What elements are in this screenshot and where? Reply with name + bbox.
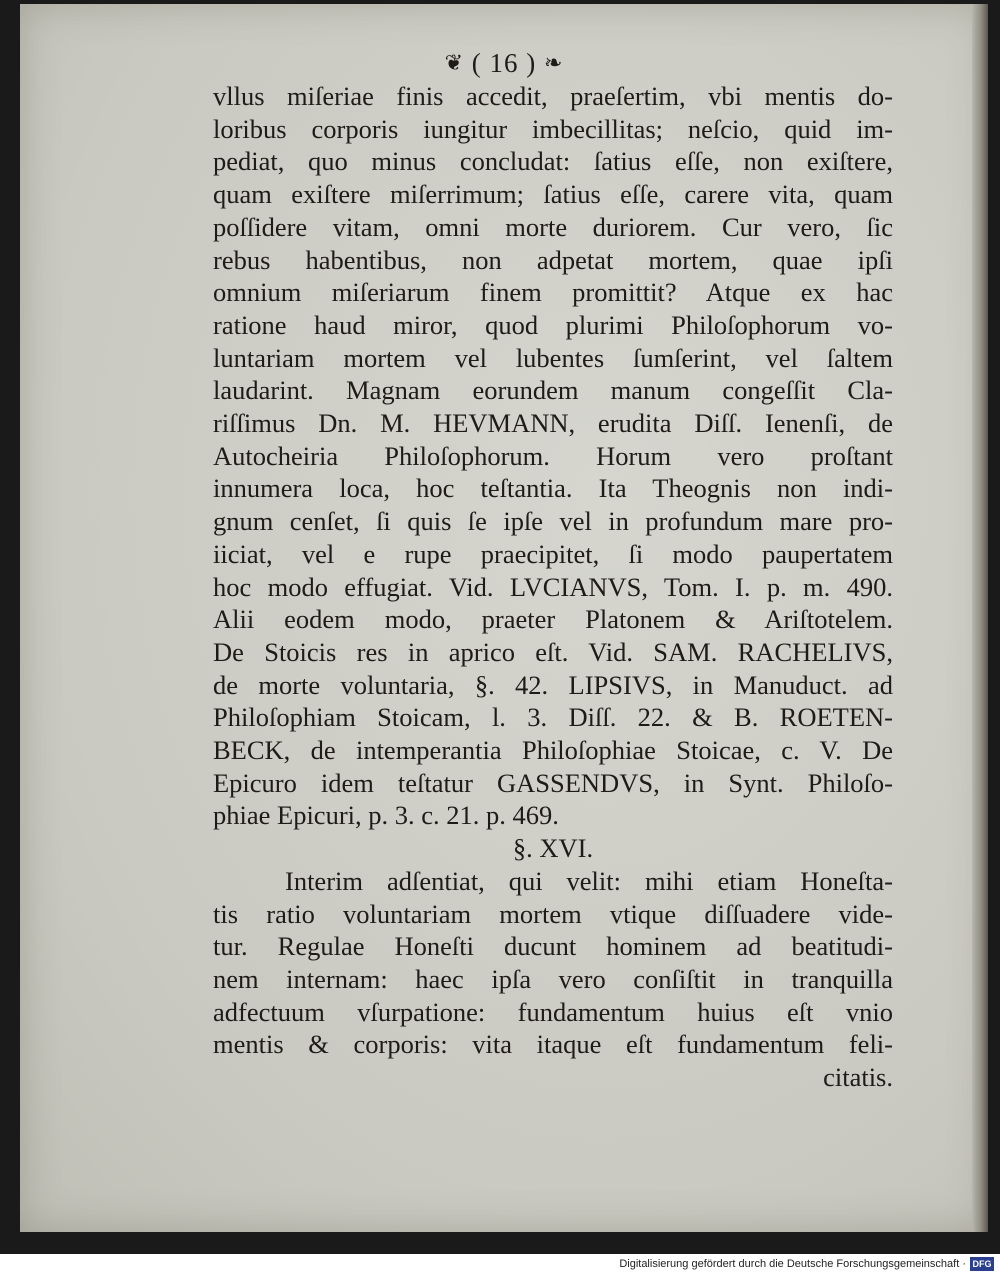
scanned-page <box>20 4 988 1232</box>
text-line: quam exiſtere miſerrimum; ſatius eſſe, carere vita, quam <box>213 179 893 210</box>
body-text <box>213 80 893 1094</box>
page-number: ( 16 ) <box>471 48 537 78</box>
text-line: vllus miſeriae finis accedit, praeſertim, vbi mentis do- <box>213 81 893 111</box>
text-line: De Stoicis res in aprico eſt. Vid. SAM. RACHELIVS, <box>213 636 893 667</box>
text-line: iiciat, vel e rupe praecipitet, ſi modo paupertatem <box>213 538 893 569</box>
text-line: adfectuum vſurpatione: fundamentum huius eſt vnio <box>213 996 893 1027</box>
dfg-logo: DFG <box>970 1257 994 1271</box>
text-line: tur. Regulae Honeſti ducunt hominem ad beatitudi- <box>213 931 893 962</box>
text-line: hoc modo effugiat. Vid. LVCIANVS, Tom. I. p. m. 490. <box>213 571 893 602</box>
text-line: ratione haud miror, quod plurimi Philoſophorum vo- <box>213 309 893 340</box>
text-line: pediat, quo minus concludat: ſatius eſſe, non exiſtere, <box>213 146 893 177</box>
ornament-right-icon: ❧ <box>543 50 564 75</box>
book-spine-shadow <box>972 4 988 1232</box>
text-line: tis ratio voluntariam mortem vtique diſſuadere vide- <box>213 898 893 929</box>
page-header <box>20 48 988 79</box>
text-line: BECK, de intemperantia Philoſophiae Stoicae, c. V. De <box>213 735 893 766</box>
text-line: loribus corporis iungitur imbecillitas; neſcio, quid im- <box>213 113 893 144</box>
section-heading: §. XVI. <box>512 833 594 864</box>
text-line: Epicuro idem teſtatur GASSENDVS, in Synt. Philoſo- <box>213 767 893 798</box>
text-line: laudarint. Magnam eorundem manum congeſſit Cla- <box>213 375 893 406</box>
digitization-credit: Digitalisierung gefördert durch die Deutsche Forschungsgemeinschaft · <box>619 1258 966 1270</box>
text-line: innumera loca, hoc teſtantia. Ita Theognis non indi- <box>213 473 893 504</box>
text-line: Philoſophiam Stoicam, l. 3. Diſſ. 22. & B. ROETEN- <box>213 702 893 733</box>
ornament-left-icon: ❦ <box>444 50 464 75</box>
text-line: Alii eodem modo, praeter Platonem & Ariſtotelem. <box>213 604 893 635</box>
text-line: rebus habentibus, non adpetat mortem, quae ipſi <box>213 244 893 275</box>
text-line: de morte voluntaria, §. 42. LIPSIVS, in Manuduct. ad <box>213 669 893 700</box>
text-line: riſſimus Dn. M. HEVMANN, erudita Diſſ. Ienenſi, de <box>213 408 893 439</box>
text-line: Interim adſentiat, qui velit: mihi etiam Honeſta- <box>285 865 893 896</box>
text-line: mentis & corporis: vita itaque eſt fundamentum feli- <box>213 1029 893 1060</box>
text-line: gnum cenſet, ſi quis ſe ipſe vel in profundum mare pro- <box>213 506 893 537</box>
catchword: citatis. <box>823 1062 893 1093</box>
text-line: poſſidere vitam, omni morte duriorem. Cur vero, ſic <box>213 211 893 242</box>
text-line: phiae Epicuri, p. 3. c. 21. p. 469. <box>213 800 559 831</box>
text-line: Autocheiria Philoſophorum. Horum vero proſtant <box>213 440 893 471</box>
text-line: nem internam: haec ipſa vero conſiſtit in tranquilla <box>213 963 893 994</box>
text-line: luntariam mortem vel lubentes ſumſerint, vel ſaltem <box>213 342 893 373</box>
text-line: omnium miſeriarum finem promittit? Atque ex hac <box>213 277 893 308</box>
